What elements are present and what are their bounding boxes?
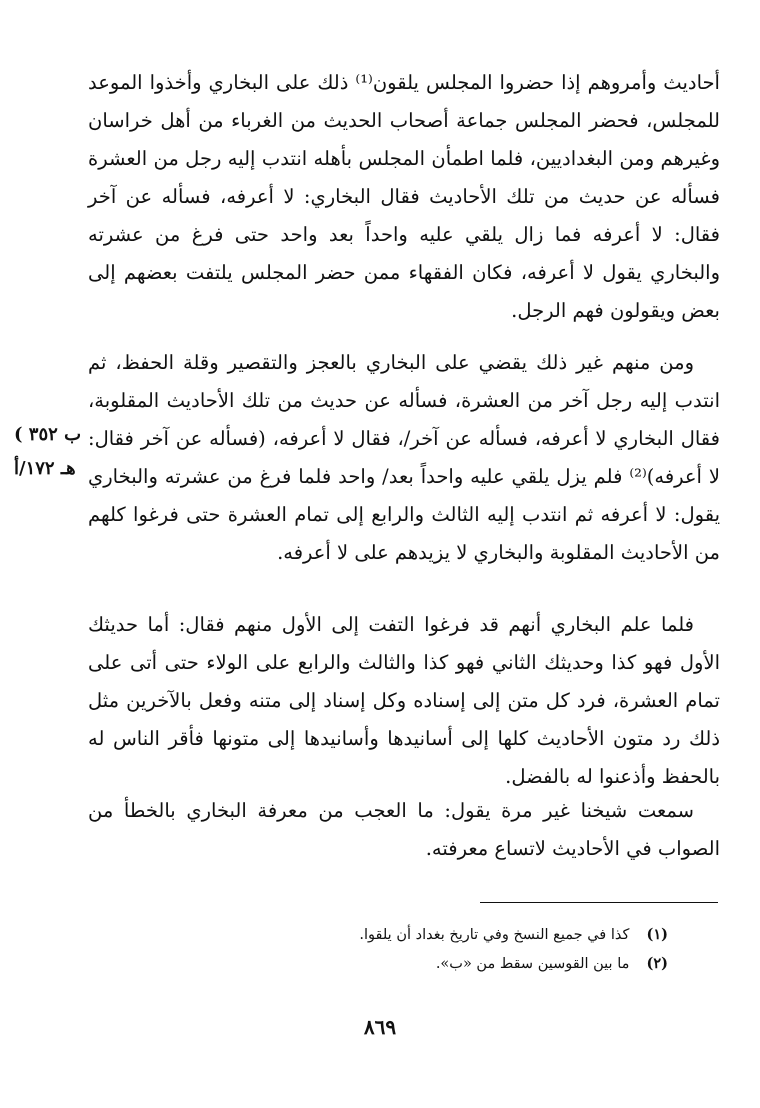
paragraph-3: فلما علم البخاري أنهم قد فرغوا التفت إلى الأول منهم فقال: أما حديثك الأول فهو كذا وحديثك الثاني فهو كذا والثالث والرابع على الولاء حتى أتى على تمام العشرة، فرد كل متن إلى إسناده وكل إسناد إلى متنه وفعل بالآخرين مثل ذلك رد متون الأحاديث كلها إلى أسانيدها وأسانيدها إلى متونها فأقر الناس له بالحفظ وأذعنوا له بالفضل. [88, 613, 720, 788]
paragraph-4: سمعت شيخنا غير مرة يقول: ما العجب من معرفة البخاري بالخطأ من الصواب في الأحاديث لاتساع معرفته. [88, 799, 720, 860]
paragraph-2: ومن منهم غير ذلك يقضي على البخاري بالعجز والتقصير وقلة الحفظ، ثم انتدب إليه رجل آخر من العشرة، فسأله عن حديث من تلك الأحاديث المقلوبة، فقال البخاري لا أعرفه، فسأله عن آخر/، فقال لا أعرفه، (فسأله عن آخر فقال: لا أعرفه)⁽²⁾ فلم يزل يلقي عليه واحداً بعد/ واحد فلما فرغ من عشرته والبخاري يقول: لا أعرفه ثم انتدب إليه الثالث والرابع إلى تمام العشرة حتى فرغوا كلهم من الأحاديث المقلوبة والبخاري لا يزيدهم على لا أعرفه. [88, 351, 720, 564]
margin-note-manuscript-h: هـ ١٧٢/أ [14, 458, 76, 479]
paragraph-4-block [88, 792, 720, 868]
page-number: ٨٦٩ [363, 1015, 397, 1039]
footnote-1-text: كذا في جميع النسخ وفي تاريخ بغداد أن يلقوا. [359, 927, 630, 943]
paragraph-3-block [88, 606, 720, 796]
footnote-separator [480, 902, 718, 903]
footnote-1 [359, 926, 668, 943]
margin-note-manuscript-b: ب ٣٥٢ ) [14, 424, 82, 445]
footnote-1-number: (١) [646, 926, 668, 943]
paragraph-1-block [88, 64, 720, 330]
footnote-2-text: ما بين القوسين سقط من «ب». [435, 956, 630, 972]
paragraph-2-block [88, 344, 720, 572]
footnote-2 [436, 955, 668, 972]
paragraph-1: أحاديث وأمروهم إذا حضروا المجلس يلقون⁽¹⁾ ذلك على البخاري وأخذوا الموعد للمجلس، فحضر المجلس جماعة أصحاب الحديث من الغرباء من أهل خراسان وغيرهم ومن البغداديين، فلما اطمأن المجلس بأهله انتدب إليه رجل من العشرة فسأله عن حديث من تلك الأحاديث فقال البخاري: لا أعرفه، فسأله عن آخر فقال: لا أعرفه فما زال يلقي عليه واحداً بعد واحد حتى فرغ من عشرته والبخاري يقول لا أعرفه، فكان الفقهاء ممن حضر المجلس يلتفت بعضهم إلى بعض ويقولون فهم الرجل. [88, 71, 720, 322]
footnote-2-number: (٢) [646, 955, 668, 972]
